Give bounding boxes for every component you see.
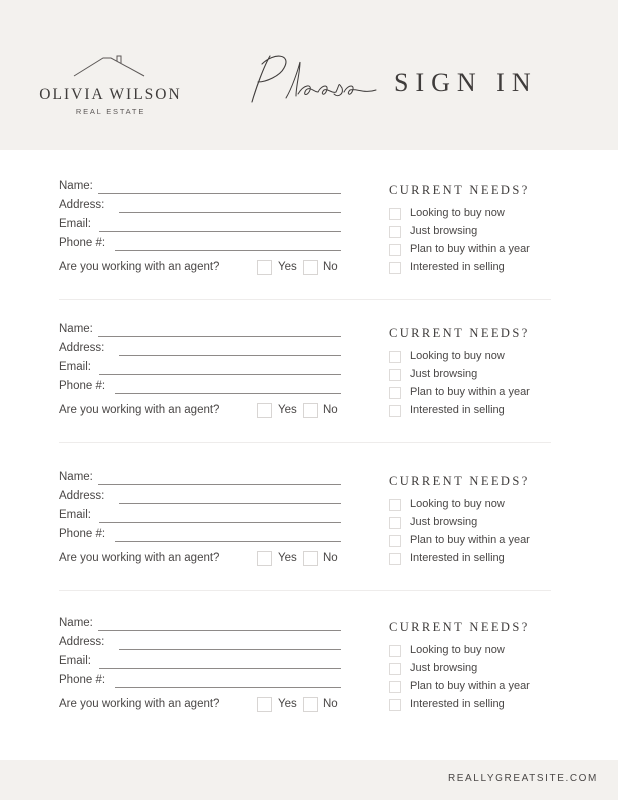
current-needs-title: CURRENT NEEDS? xyxy=(389,620,530,634)
need-checkbox[interactable] xyxy=(389,681,401,693)
field-underline[interactable] xyxy=(99,522,341,523)
need-option-label: Just browsing xyxy=(410,225,478,237)
need-option-label: Plan to buy within a year xyxy=(410,386,530,398)
need-checkbox[interactable] xyxy=(389,387,401,399)
need-option-label: Looking to buy now xyxy=(410,644,505,656)
phone-field[interactable] xyxy=(59,674,341,690)
email-field[interactable] xyxy=(59,361,341,377)
field-underline[interactable] xyxy=(98,630,341,631)
agent-question: Are you working with an agent? xyxy=(59,404,220,416)
need-option-label: Just browsing xyxy=(410,368,478,380)
agent-yes-label: Yes xyxy=(278,698,297,710)
address-field[interactable] xyxy=(59,636,341,652)
field-label: Phone #: xyxy=(59,674,106,686)
phone-field[interactable] xyxy=(59,237,341,253)
field-label: Address: xyxy=(59,199,105,211)
name-field[interactable] xyxy=(59,471,341,487)
field-label: Email: xyxy=(59,655,91,667)
agent-question: Are you working with an agent? xyxy=(59,698,220,710)
signin-entry xyxy=(0,617,618,757)
need-checkbox[interactable] xyxy=(389,699,401,711)
need-option-label: Plan to buy within a year xyxy=(410,680,530,692)
brand-logo xyxy=(38,55,183,125)
agent-yes-checkbox[interactable] xyxy=(257,697,272,712)
entry-divider xyxy=(59,590,551,591)
name-field[interactable] xyxy=(59,323,341,339)
agent-no-checkbox[interactable] xyxy=(303,260,318,275)
field-underline[interactable] xyxy=(119,649,341,650)
field-underline[interactable] xyxy=(98,336,341,337)
field-label: Phone #: xyxy=(59,528,106,540)
footer-url: REALLYGREATSITE.COM xyxy=(447,773,598,784)
need-option-label: Plan to buy within a year xyxy=(410,243,530,255)
name-field[interactable] xyxy=(59,180,341,196)
need-option-label: Looking to buy now xyxy=(410,498,505,510)
agent-no-label: No xyxy=(323,552,338,564)
field-label: Name: xyxy=(59,323,93,335)
field-underline[interactable] xyxy=(99,231,341,232)
field-label: Phone #: xyxy=(59,380,106,392)
field-underline[interactable] xyxy=(98,193,341,194)
field-underline[interactable] xyxy=(98,484,341,485)
email-field[interactable] xyxy=(59,509,341,525)
need-checkbox[interactable] xyxy=(389,645,401,657)
need-checkbox[interactable] xyxy=(389,369,401,381)
agent-no-label: No xyxy=(323,261,338,273)
field-label: Name: xyxy=(59,617,93,629)
current-needs-title: CURRENT NEEDS? xyxy=(389,183,530,197)
signin-entry xyxy=(0,180,618,320)
agent-yes-checkbox[interactable] xyxy=(257,403,272,418)
email-field[interactable] xyxy=(59,655,341,671)
field-label: Address: xyxy=(59,490,105,502)
page-title: SIGN IN xyxy=(394,68,538,97)
need-checkbox[interactable] xyxy=(389,535,401,547)
need-option-label: Interested in selling xyxy=(410,404,505,416)
field-underline[interactable] xyxy=(115,687,341,688)
brand-subtitle: REAL ESTATE xyxy=(75,107,146,116)
need-checkbox[interactable] xyxy=(389,553,401,565)
need-option-label: Looking to buy now xyxy=(410,350,505,362)
agent-no-label: No xyxy=(323,698,338,710)
address-field[interactable] xyxy=(59,199,341,215)
brand-name: OLIVIA WILSON xyxy=(39,86,182,103)
header-band xyxy=(0,0,618,150)
need-option-label: Plan to buy within a year xyxy=(410,534,530,546)
agent-yes-checkbox[interactable] xyxy=(257,551,272,566)
current-needs-title: CURRENT NEEDS? xyxy=(389,326,530,340)
need-checkbox[interactable] xyxy=(389,499,401,511)
need-option-label: Interested in selling xyxy=(410,552,505,564)
address-field[interactable] xyxy=(59,490,341,506)
script-lettering xyxy=(240,48,385,112)
need-checkbox[interactable] xyxy=(389,226,401,238)
agent-no-checkbox[interactable] xyxy=(303,403,318,418)
field-underline[interactable] xyxy=(119,355,341,356)
field-label: Phone #: xyxy=(59,237,106,249)
need-checkbox[interactable] xyxy=(389,405,401,417)
agent-question: Are you working with an agent? xyxy=(59,261,220,273)
field-label: Email: xyxy=(59,509,91,521)
agent-no-label: No xyxy=(323,404,338,416)
need-checkbox[interactable] xyxy=(389,663,401,675)
need-option-label: Interested in selling xyxy=(410,261,505,273)
field-underline[interactable] xyxy=(99,668,341,669)
footer-band xyxy=(0,760,618,800)
field-underline[interactable] xyxy=(119,212,341,213)
address-field[interactable] xyxy=(59,342,341,358)
field-label: Address: xyxy=(59,342,105,354)
agent-yes-checkbox[interactable] xyxy=(257,260,272,275)
need-option-label: Just browsing xyxy=(410,516,478,528)
need-option-label: Interested in selling xyxy=(410,698,505,710)
phone-field[interactable] xyxy=(59,528,341,544)
agent-no-checkbox[interactable] xyxy=(303,697,318,712)
field-underline[interactable] xyxy=(115,541,341,542)
phone-field[interactable] xyxy=(59,380,341,396)
need-checkbox[interactable] xyxy=(389,517,401,529)
field-label: Email: xyxy=(59,361,91,373)
entry-divider xyxy=(59,299,551,300)
need-option-label: Looking to buy now xyxy=(410,207,505,219)
field-underline[interactable] xyxy=(115,250,341,251)
field-label: Name: xyxy=(59,180,93,192)
title-script xyxy=(240,48,385,112)
name-field[interactable] xyxy=(59,617,341,633)
field-label: Name: xyxy=(59,471,93,483)
signin-entry xyxy=(0,471,618,611)
field-underline[interactable] xyxy=(115,393,341,394)
agent-no-checkbox[interactable] xyxy=(303,551,318,566)
agent-question: Are you working with an agent? xyxy=(59,552,220,564)
field-underline[interactable] xyxy=(119,503,341,504)
need-checkbox[interactable] xyxy=(389,262,401,274)
field-label: Address: xyxy=(59,636,105,648)
agent-yes-label: Yes xyxy=(278,261,297,273)
entry-divider xyxy=(59,442,551,443)
need-checkbox[interactable] xyxy=(389,244,401,256)
need-checkbox[interactable] xyxy=(389,351,401,363)
signin-entry xyxy=(0,323,618,463)
agent-yes-label: Yes xyxy=(278,552,297,564)
field-label: Email: xyxy=(59,218,91,230)
agent-yes-label: Yes xyxy=(278,404,297,416)
email-field[interactable] xyxy=(59,218,341,234)
field-underline[interactable] xyxy=(99,374,341,375)
need-option-label: Just browsing xyxy=(410,662,478,674)
house-roof-icon xyxy=(73,55,145,79)
need-checkbox[interactable] xyxy=(389,208,401,220)
current-needs-title: CURRENT NEEDS? xyxy=(389,474,530,488)
